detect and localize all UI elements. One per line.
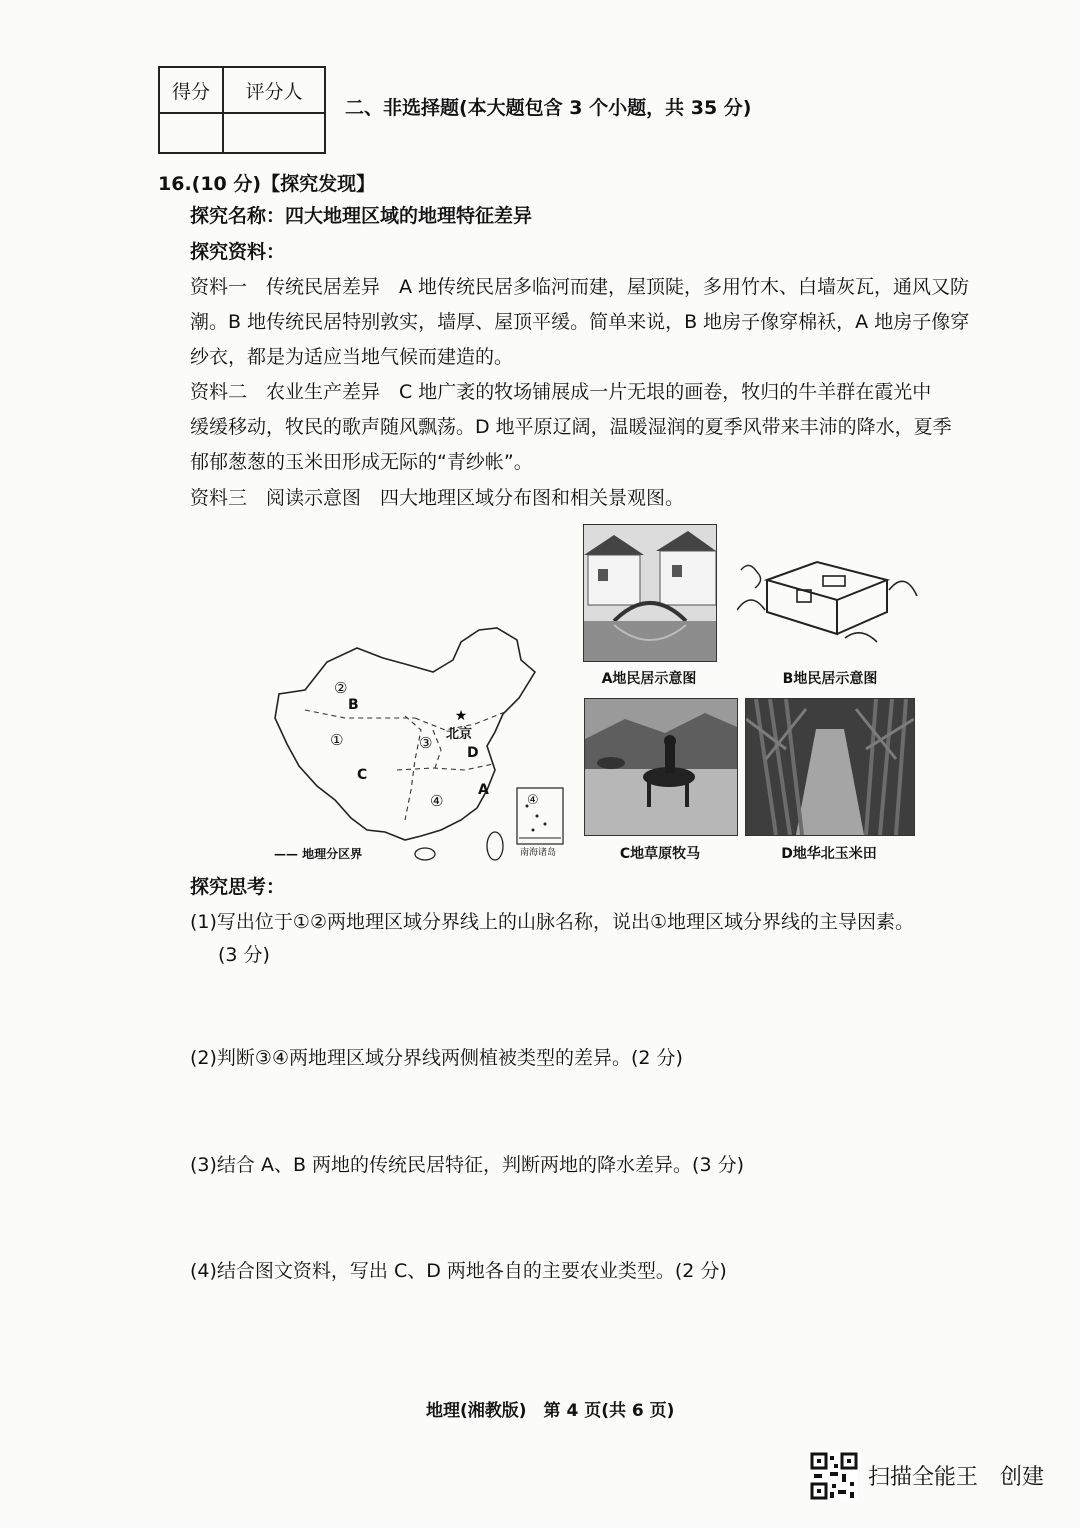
page-footer: 地理(湘教版) 第 4 页(共 6 页) xyxy=(426,1401,675,1421)
image-c-grassland xyxy=(584,698,738,836)
caption-image-c: C地草原牧马 xyxy=(619,846,701,862)
question-3: (3)结合 A、B 两地的传统民居特征，判断两地的降水差异。(3 分) xyxy=(190,1154,744,1176)
hainan-island xyxy=(415,848,435,860)
south-china-sea-inset xyxy=(517,788,563,844)
map-inset-label: 南海诸岛 xyxy=(520,848,557,858)
question-1: (1)写出位于①②两地理区域分界线上的山脉名称，说出①地理区域分界线的主导因素。 xyxy=(190,911,915,933)
map-label-region2: ② xyxy=(334,679,348,697)
grader-input-cell[interactable] xyxy=(222,112,326,154)
question-header: 16.(10 分)【探究发现】 xyxy=(158,173,376,195)
map-label-region4-inset: ④ xyxy=(527,793,539,808)
image-a-dwelling xyxy=(583,524,717,662)
map-label-region3: ③ xyxy=(419,734,433,752)
caption-image-d: D地华北玉米田 xyxy=(781,846,877,862)
question-2: (2)判断③④两地理区域分界线两侧植被类型的差异。(2 分) xyxy=(190,1047,683,1069)
scanner-watermark: 扫描全能王 创建 xyxy=(868,1465,1045,1490)
beijing-star-icon: ★ xyxy=(454,708,468,724)
map-label-region4: ④ xyxy=(430,792,444,810)
section-title: 二、非选择题(本大题包含 3 个小题，共 35 分) xyxy=(345,97,752,119)
material3: 资料三 阅读示意图 四大地理区域分布图和相关景观图。 xyxy=(190,487,685,509)
question-topic: 探究名称：四大地理区域的地理特征差异 xyxy=(190,205,533,227)
map-label-C: C xyxy=(357,767,368,783)
map-label-B: B xyxy=(348,697,359,713)
material2-line3: 郁郁葱葱的玉米田形成无际的“青纱帐”。 xyxy=(190,451,533,473)
materials-label: 探究资料： xyxy=(190,241,286,263)
material1-line3: 纱衣，都是为适应当地气候而建造的。 xyxy=(190,346,514,368)
material2-line2: 缓缓移动，牧民的歌声随风飘荡。D 地平原辽阔，温暖湿润的夏季风带来丰沛的降水，夏季 xyxy=(190,416,952,438)
image-b-dwelling xyxy=(737,550,919,650)
map-label-region1: ① xyxy=(330,731,344,749)
caption-image-a: A地民居示意图 xyxy=(601,671,697,687)
map-label-A: A xyxy=(478,782,489,798)
boundary-qinling xyxy=(397,764,493,770)
map-label-D: D xyxy=(467,745,479,761)
boundary-west xyxy=(405,716,421,820)
caption-image-b: B地民居示意图 xyxy=(782,671,878,687)
boundary-northwest xyxy=(305,710,415,718)
image-d-cornfield xyxy=(745,698,915,836)
boundary-east xyxy=(433,730,441,768)
score-table xyxy=(158,66,326,154)
map-legend: —— 地理分区界 xyxy=(274,847,363,861)
score-label: 得分 xyxy=(171,80,210,103)
map-label-beijing: 北京 xyxy=(446,727,473,742)
grader-label: 评分人 xyxy=(245,80,303,103)
material2-line1: 资料二 农业生产差异 C 地广袤的牧场铺展成一片无垠的画卷，牧归的牛羊群在霞光中 xyxy=(190,381,932,403)
taiwan-island xyxy=(487,832,503,860)
score-input-cell[interactable] xyxy=(160,112,222,154)
thinking-label: 探究思考： xyxy=(190,876,286,898)
question-4: (4)结合图文资料，写出 C、D 两地各自的主要农业类型。(2 分) xyxy=(190,1260,727,1282)
china-outline xyxy=(275,628,535,840)
qr-code-icon xyxy=(810,1452,858,1500)
question-1-score: (3 分) xyxy=(218,944,270,966)
material1-line2: 潮。B 地传统民居特别敦实，墙厚、屋顶平缓。简单来说，B 地房子像穿棉袄，A 地房子像穿 xyxy=(190,311,970,333)
material1-line1: 资料一 传统民居差异 A 地传统民居多临河而建，屋顶陡，多用竹木、白墙灰瓦，通风又防 xyxy=(190,276,970,298)
